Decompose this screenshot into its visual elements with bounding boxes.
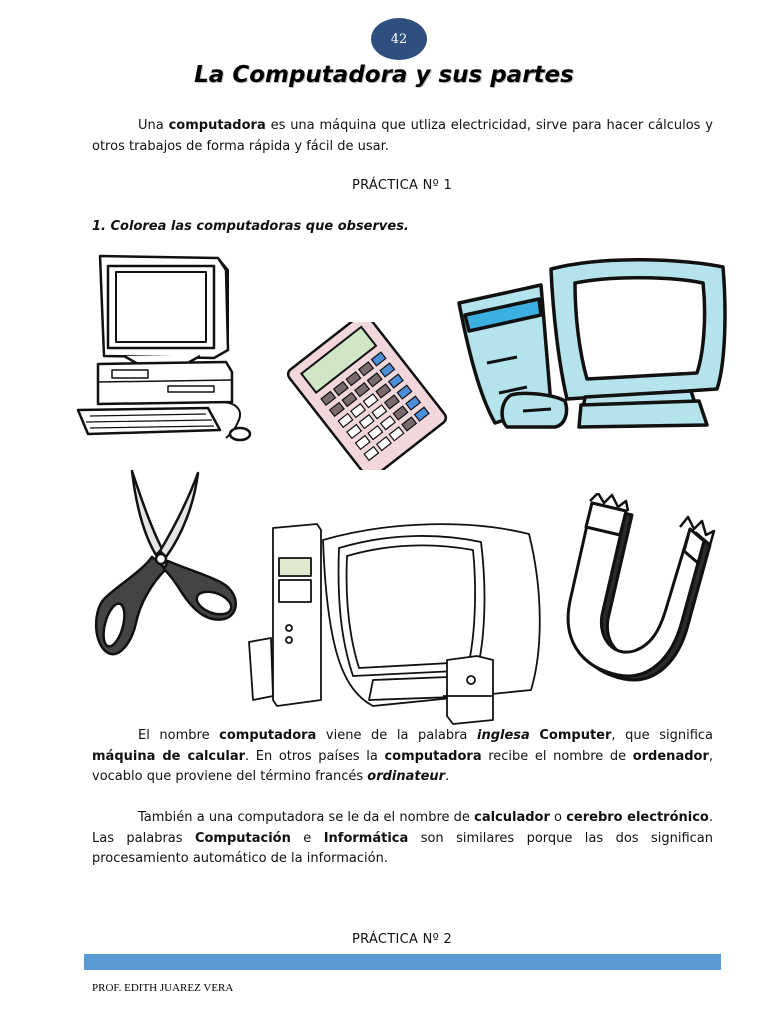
cartoon-computer-icon <box>455 255 730 435</box>
paragraph-bold: calculador <box>474 810 550 825</box>
footer-bar <box>84 954 721 970</box>
paragraph-text: , vocablo que proviene del término francés <box>92 748 713 784</box>
paragraph-origin <box>92 726 713 788</box>
paragraph-bold: máquina de calcular <box>92 748 246 764</box>
magnet-icon <box>562 493 718 689</box>
paragraph-bold: ordenador <box>632 748 709 764</box>
paragraph-text <box>530 728 540 743</box>
paragraph-text: . En otros países la <box>245 748 385 764</box>
page-number-badge <box>371 18 427 60</box>
paragraph-text: También a una computadora se le da el nombre de <box>138 810 475 825</box>
paragraph-text: o <box>549 810 567 825</box>
paragraph-bold: computadora <box>384 748 482 764</box>
practica-2-heading: PRÁCTICA Nº 2 <box>351 932 453 947</box>
paragraph-text: . Las palabras <box>92 810 713 846</box>
paragraph-bold: Informática <box>323 830 409 846</box>
paragraph-bold: cerebro electrónico <box>566 810 709 825</box>
practica-1-heading: PRÁCTICA Nº 1 <box>351 178 453 193</box>
paragraph-text: recibe el nombre de <box>481 748 633 764</box>
paragraph-bold: Computación <box>194 830 291 846</box>
page-title: La Computadora y sus partes <box>194 62 574 88</box>
paragraph-bold-italic: inglesa <box>476 728 530 743</box>
paragraph-text: viene de la palabra <box>316 728 477 743</box>
paragraph-text: El nombre <box>138 728 220 743</box>
paragraph-synonyms <box>92 808 713 870</box>
paragraph-text: e <box>290 830 324 846</box>
intro-text: Una <box>138 118 169 133</box>
page-number: 42 <box>390 31 408 47</box>
paragraph-text: son similares porque las dos significan procesamiento automático de la información. <box>92 830 713 866</box>
desktop-computer-lineart-icon <box>68 252 254 446</box>
paragraph-bold: computadora <box>219 728 317 743</box>
paragraph-text: . <box>445 769 450 784</box>
intro-text: es una máquina que utliza electricidad, sirve para hacer cálculos y otros trabajos de forma rápida y fácil de usar. <box>92 118 713 154</box>
paragraph-text: , que significa <box>611 728 714 743</box>
desktop-tower-monitor-icon <box>243 520 543 725</box>
scissors-icon <box>90 465 242 661</box>
paragraph-bold-italic: ordinateur <box>367 769 446 784</box>
exercise-1-instruction: 1. Colorea las computadoras que observes. <box>92 219 409 234</box>
paragraph-bold: Computer <box>539 728 612 743</box>
intro-paragraph <box>92 116 713 157</box>
calculator-icon <box>283 322 451 470</box>
intro-bold: computadora <box>168 118 266 133</box>
footer-author: PROF. EDITH JUAREZ VERA <box>92 982 234 994</box>
